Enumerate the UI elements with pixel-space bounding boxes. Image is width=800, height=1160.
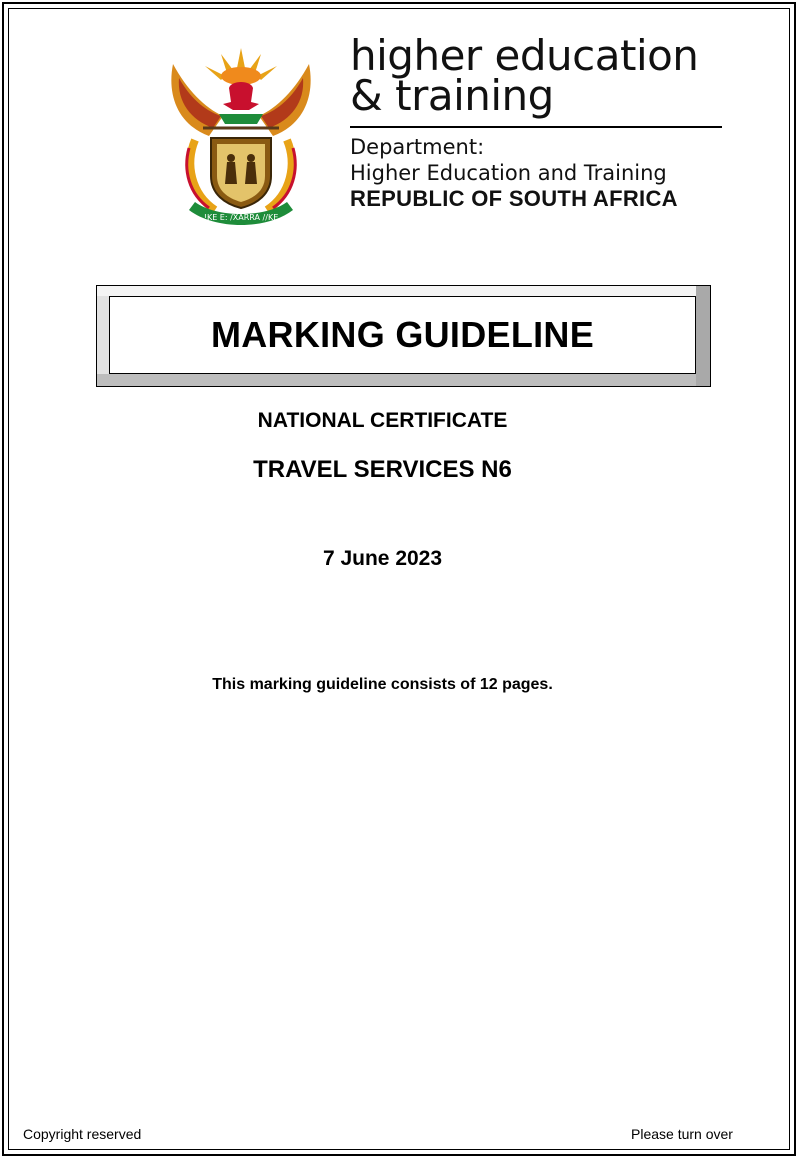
emblem-motto: !KE E: /XARRA //KE xyxy=(203,213,279,222)
brand-line-1: higher education xyxy=(350,31,699,80)
exam-date: 7 June 2023 xyxy=(322,547,443,570)
copyright-notice: Copyright reserved xyxy=(23,1126,142,1142)
brand-line-2: & training xyxy=(350,71,554,120)
rising-sun-icon xyxy=(205,48,277,85)
coat-of-arms-logo xyxy=(165,44,317,229)
department-brand xyxy=(350,31,730,211)
department-label: Department: xyxy=(350,135,485,159)
department-full-name: Higher Education and Training xyxy=(350,161,667,185)
brand-divider xyxy=(350,126,722,128)
page-count-note: This marking guideline consists of 12 pages. xyxy=(212,676,553,693)
certificate-name: NATIONAL CERTIFICATE xyxy=(257,409,508,432)
country-name: REPUBLIC OF SOUTH AFRICA xyxy=(350,186,678,211)
document-title: MARKING GUIDELINE xyxy=(210,314,595,355)
subject-name: TRAVEL SERVICES N6 xyxy=(253,456,512,483)
turn-over-notice: Please turn over xyxy=(631,1126,733,1142)
title-box xyxy=(96,285,711,387)
shield-icon xyxy=(211,138,271,208)
department-name xyxy=(350,134,678,212)
